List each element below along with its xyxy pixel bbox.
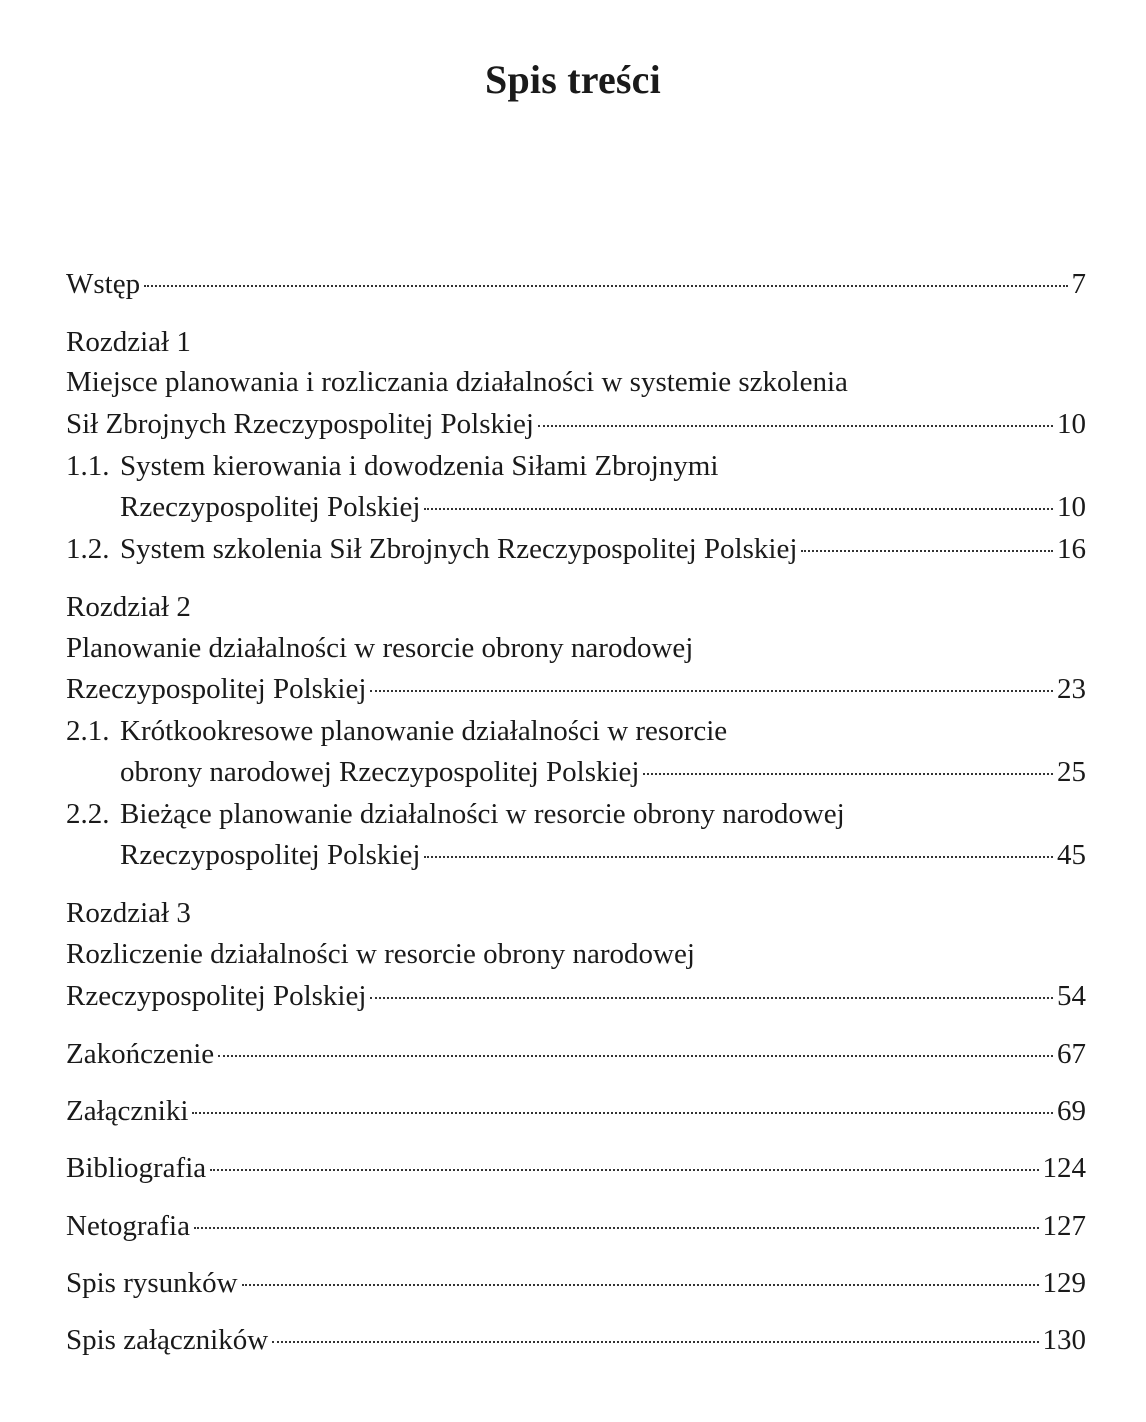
toc-entry-label: Wstęp — [66, 268, 141, 300]
section-entry-1-1 — [66, 446, 1086, 486]
chapter-title: Miejsce planowania i rozliczania działalności w systemie szkolenia — [66, 366, 848, 398]
toc-entry-label: Spis załączników — [66, 1324, 269, 1356]
toc-page-number: 10 — [1057, 491, 1086, 523]
toc-entry-label: Załączniki — [66, 1095, 189, 1127]
dot-leader — [218, 1055, 1053, 1057]
toc-entry-section-1-1[interactable] — [120, 487, 1086, 527]
section-title: Krótkookresowe planowanie działalności w resorcie — [120, 715, 728, 747]
toc-entry-label: Rzeczypospolitej Polskiej — [66, 673, 367, 705]
toc-entry-label: Sił Zbrojnych Rzeczypospolitej Polskiej — [66, 408, 534, 440]
toc-page-number: 16 — [1057, 533, 1086, 565]
dot-leader — [242, 1284, 1039, 1286]
toc-entry-label: Zakończenie — [66, 1038, 215, 1070]
chapter-title: Rozliczenie działalności w resorcie obrony narodowej — [66, 938, 695, 970]
toc-page-number: 54 — [1057, 980, 1086, 1012]
chapter-title: Planowanie działalności w resorcie obrony narodowej — [66, 632, 694, 664]
section-entry-2-1 — [66, 711, 1086, 751]
dot-leader — [538, 425, 1053, 427]
section-number: 2.1. — [66, 715, 110, 747]
toc-entry-label: obrony narodowej Rzeczypospolitej Polskiej — [120, 756, 640, 788]
toc-entry-label: Netografia — [66, 1210, 190, 1242]
toc-entry-label: Rzeczypospolitej Polskiej — [120, 839, 421, 871]
section-title: System szkolenia Sił Zbrojnych Rzeczypospolitej Polskiej — [120, 533, 798, 565]
toc-entry-wstep[interactable] — [66, 264, 1086, 304]
toc-entry-spis-rysunkow[interactable] — [66, 1263, 1086, 1303]
chapter-heading: Rozdział 2 — [66, 591, 191, 623]
toc-page-number: 69 — [1057, 1095, 1086, 1127]
toc-entry-label: Bibliografia — [66, 1152, 207, 1184]
toc-page-number: 67 — [1057, 1038, 1086, 1070]
toc-page-number: 25 — [1057, 756, 1086, 788]
toc-entry-label: Rzeczypospolitej Polskiej — [120, 491, 421, 523]
dot-leader — [643, 773, 1053, 775]
toc-entry-zalaczniki[interactable] — [66, 1091, 1086, 1131]
toc-entry-spis-zalacznikow[interactable] — [66, 1320, 1086, 1360]
toc-entry-zakonczenie[interactable] — [66, 1034, 1086, 1074]
dot-leader — [272, 1341, 1038, 1343]
toc-page-number: 129 — [1042, 1267, 1086, 1299]
toc-entry-bibliografia[interactable] — [66, 1148, 1086, 1188]
toc-entry-netografia[interactable] — [66, 1206, 1086, 1246]
toc-entry-section-1-2[interactable] — [66, 529, 1086, 569]
toc-entry-chapter-3[interactable] — [66, 976, 1086, 1016]
section-number: 1.2. — [66, 533, 110, 565]
page-title: Spis treści — [485, 57, 661, 102]
chapter-heading: Rozdział 3 — [66, 897, 191, 929]
toc-entry-section-2-2[interactable] — [120, 835, 1086, 875]
dot-leader — [144, 285, 1067, 287]
dot-leader — [370, 690, 1053, 692]
toc-page-number: 127 — [1042, 1210, 1086, 1242]
dot-leader — [424, 508, 1053, 510]
toc-entry-label: Rzeczypospolitej Polskiej — [66, 980, 367, 1012]
dot-leader — [210, 1169, 1038, 1171]
dot-leader — [424, 856, 1053, 858]
toc-page-number: 7 — [1071, 268, 1086, 300]
chapter-heading: Rozdział 1 — [66, 326, 191, 358]
dot-leader — [801, 550, 1053, 552]
section-number: 2.2. — [66, 798, 110, 830]
toc-entry-chapter-1[interactable] — [66, 404, 1086, 444]
dot-leader — [370, 997, 1053, 999]
toc-page-number: 10 — [1057, 408, 1086, 440]
toc-page-number: 130 — [1042, 1324, 1086, 1356]
toc-entry-chapter-2[interactable] — [66, 669, 1086, 709]
section-entry-2-2 — [66, 794, 1086, 834]
toc-entry-section-2-1[interactable] — [120, 752, 1086, 792]
toc-entry-label: Spis rysunków — [66, 1267, 238, 1299]
toc-entry-label — [66, 529, 797, 569]
toc-page-number: 23 — [1057, 673, 1086, 705]
section-number: 1.1. — [66, 450, 110, 482]
toc-page-number: 45 — [1057, 839, 1086, 871]
section-title: Bieżące planowanie działalności w resorcie obrony narodowej — [120, 798, 845, 830]
dot-leader — [192, 1112, 1053, 1114]
section-title: System kierowania i dowodzenia Siłami Zbrojnymi — [120, 450, 719, 482]
toc-page-number: 124 — [1042, 1152, 1086, 1184]
dot-leader — [194, 1227, 1039, 1229]
